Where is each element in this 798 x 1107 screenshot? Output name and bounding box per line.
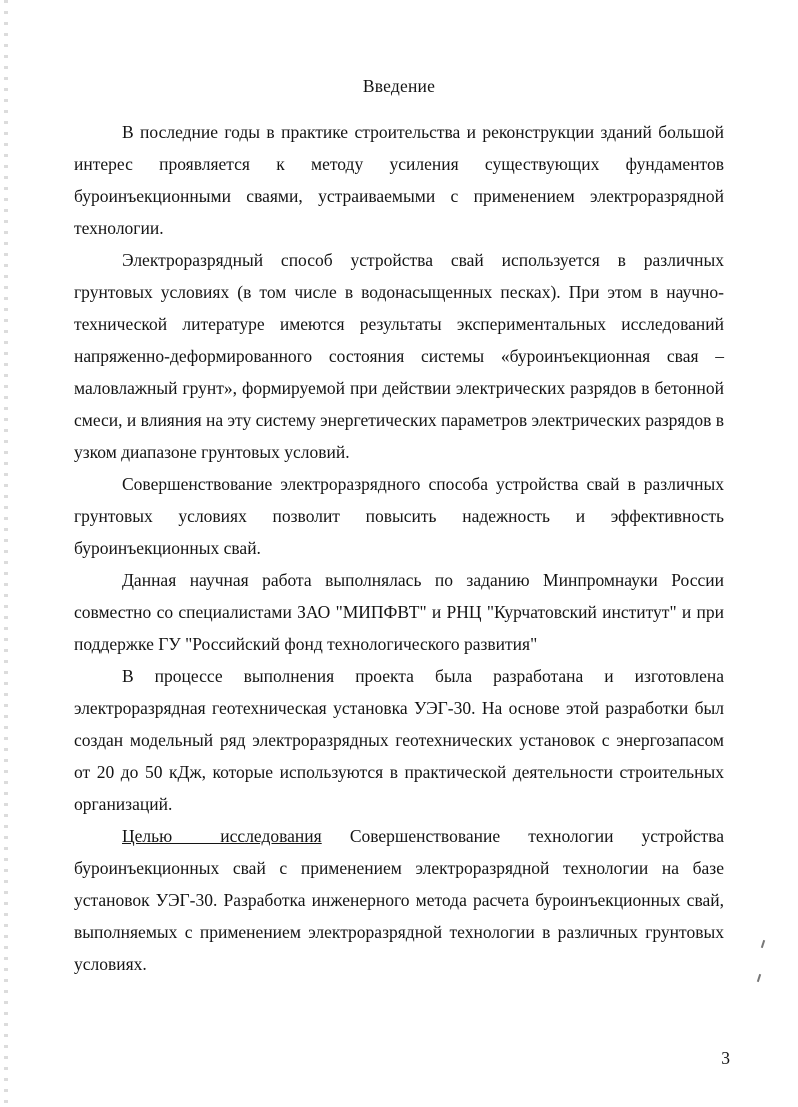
paragraph-method: Электроразрядный способ устройства свай используется в различных грунтовых условиях (в том числе в водонасыщенных песках). При этом в научно-технической литературе имеются результаты экспериментальных исследований напряженно-деформированного состояния системы «буроинъекционная свая – маловлажный грунт», формируемой при действии электрических разрядов в бетонной смеси, и влияния на эту систему энергетических параметров электрических разрядов в узком диапазоне грунтовых условий. (74, 250, 724, 462)
page-title: Введение (362, 76, 436, 96)
paragraph-improvement: Совершенствование электроразрядного способа устройства свай в различных грунтовых условиях позволит повысить надежность и эффективность буроинъекционных свай. (74, 474, 724, 558)
paragraph-funding: Данная научная работа выполнялась по заданию Минпромнауки России совместно со специалистами ЗАО "МИПФВТ" и РНЦ "Курчатовский институт" и при поддержке ГУ "Российский фонд технологического развития" (74, 570, 724, 654)
page-number: 3 (721, 1048, 730, 1068)
paragraph-development: В процессе выполнения проекта была разработана и изготовлена электроразрядная геотехническая установка УЭГ-30. На основе этой разработки был создан модельный ряд электроразрядных геотехнических установок с энергозапасом от 20 до 50 кДж, которые используются в практической деятельности строительных организаций. (74, 666, 724, 814)
goal-text: Совершенствование технологии устройства буроинъекционных свай с применением электроразрядной технологии на базе установок УЭГ-30. Разработка инженерного метода расчета буроинъекционных свай, выполняемых с применением электроразрядной технологии в различных грунтовых условиях. (74, 826, 724, 974)
scan-binding-edge (4, 0, 8, 1107)
paragraph-goal (74, 820, 724, 980)
goal-label: Целью исследования (122, 826, 322, 846)
paragraph-intro: В последние годы в практике строительства и реконструкции зданий большой интерес проявляется к методу усиления существующих фундаментов буроинъекционными сваями, устраиваемыми с применением электроразрядной технологии. (74, 122, 724, 238)
scan-speck (761, 940, 765, 948)
scan-speck (757, 974, 761, 982)
document-body (74, 116, 724, 980)
